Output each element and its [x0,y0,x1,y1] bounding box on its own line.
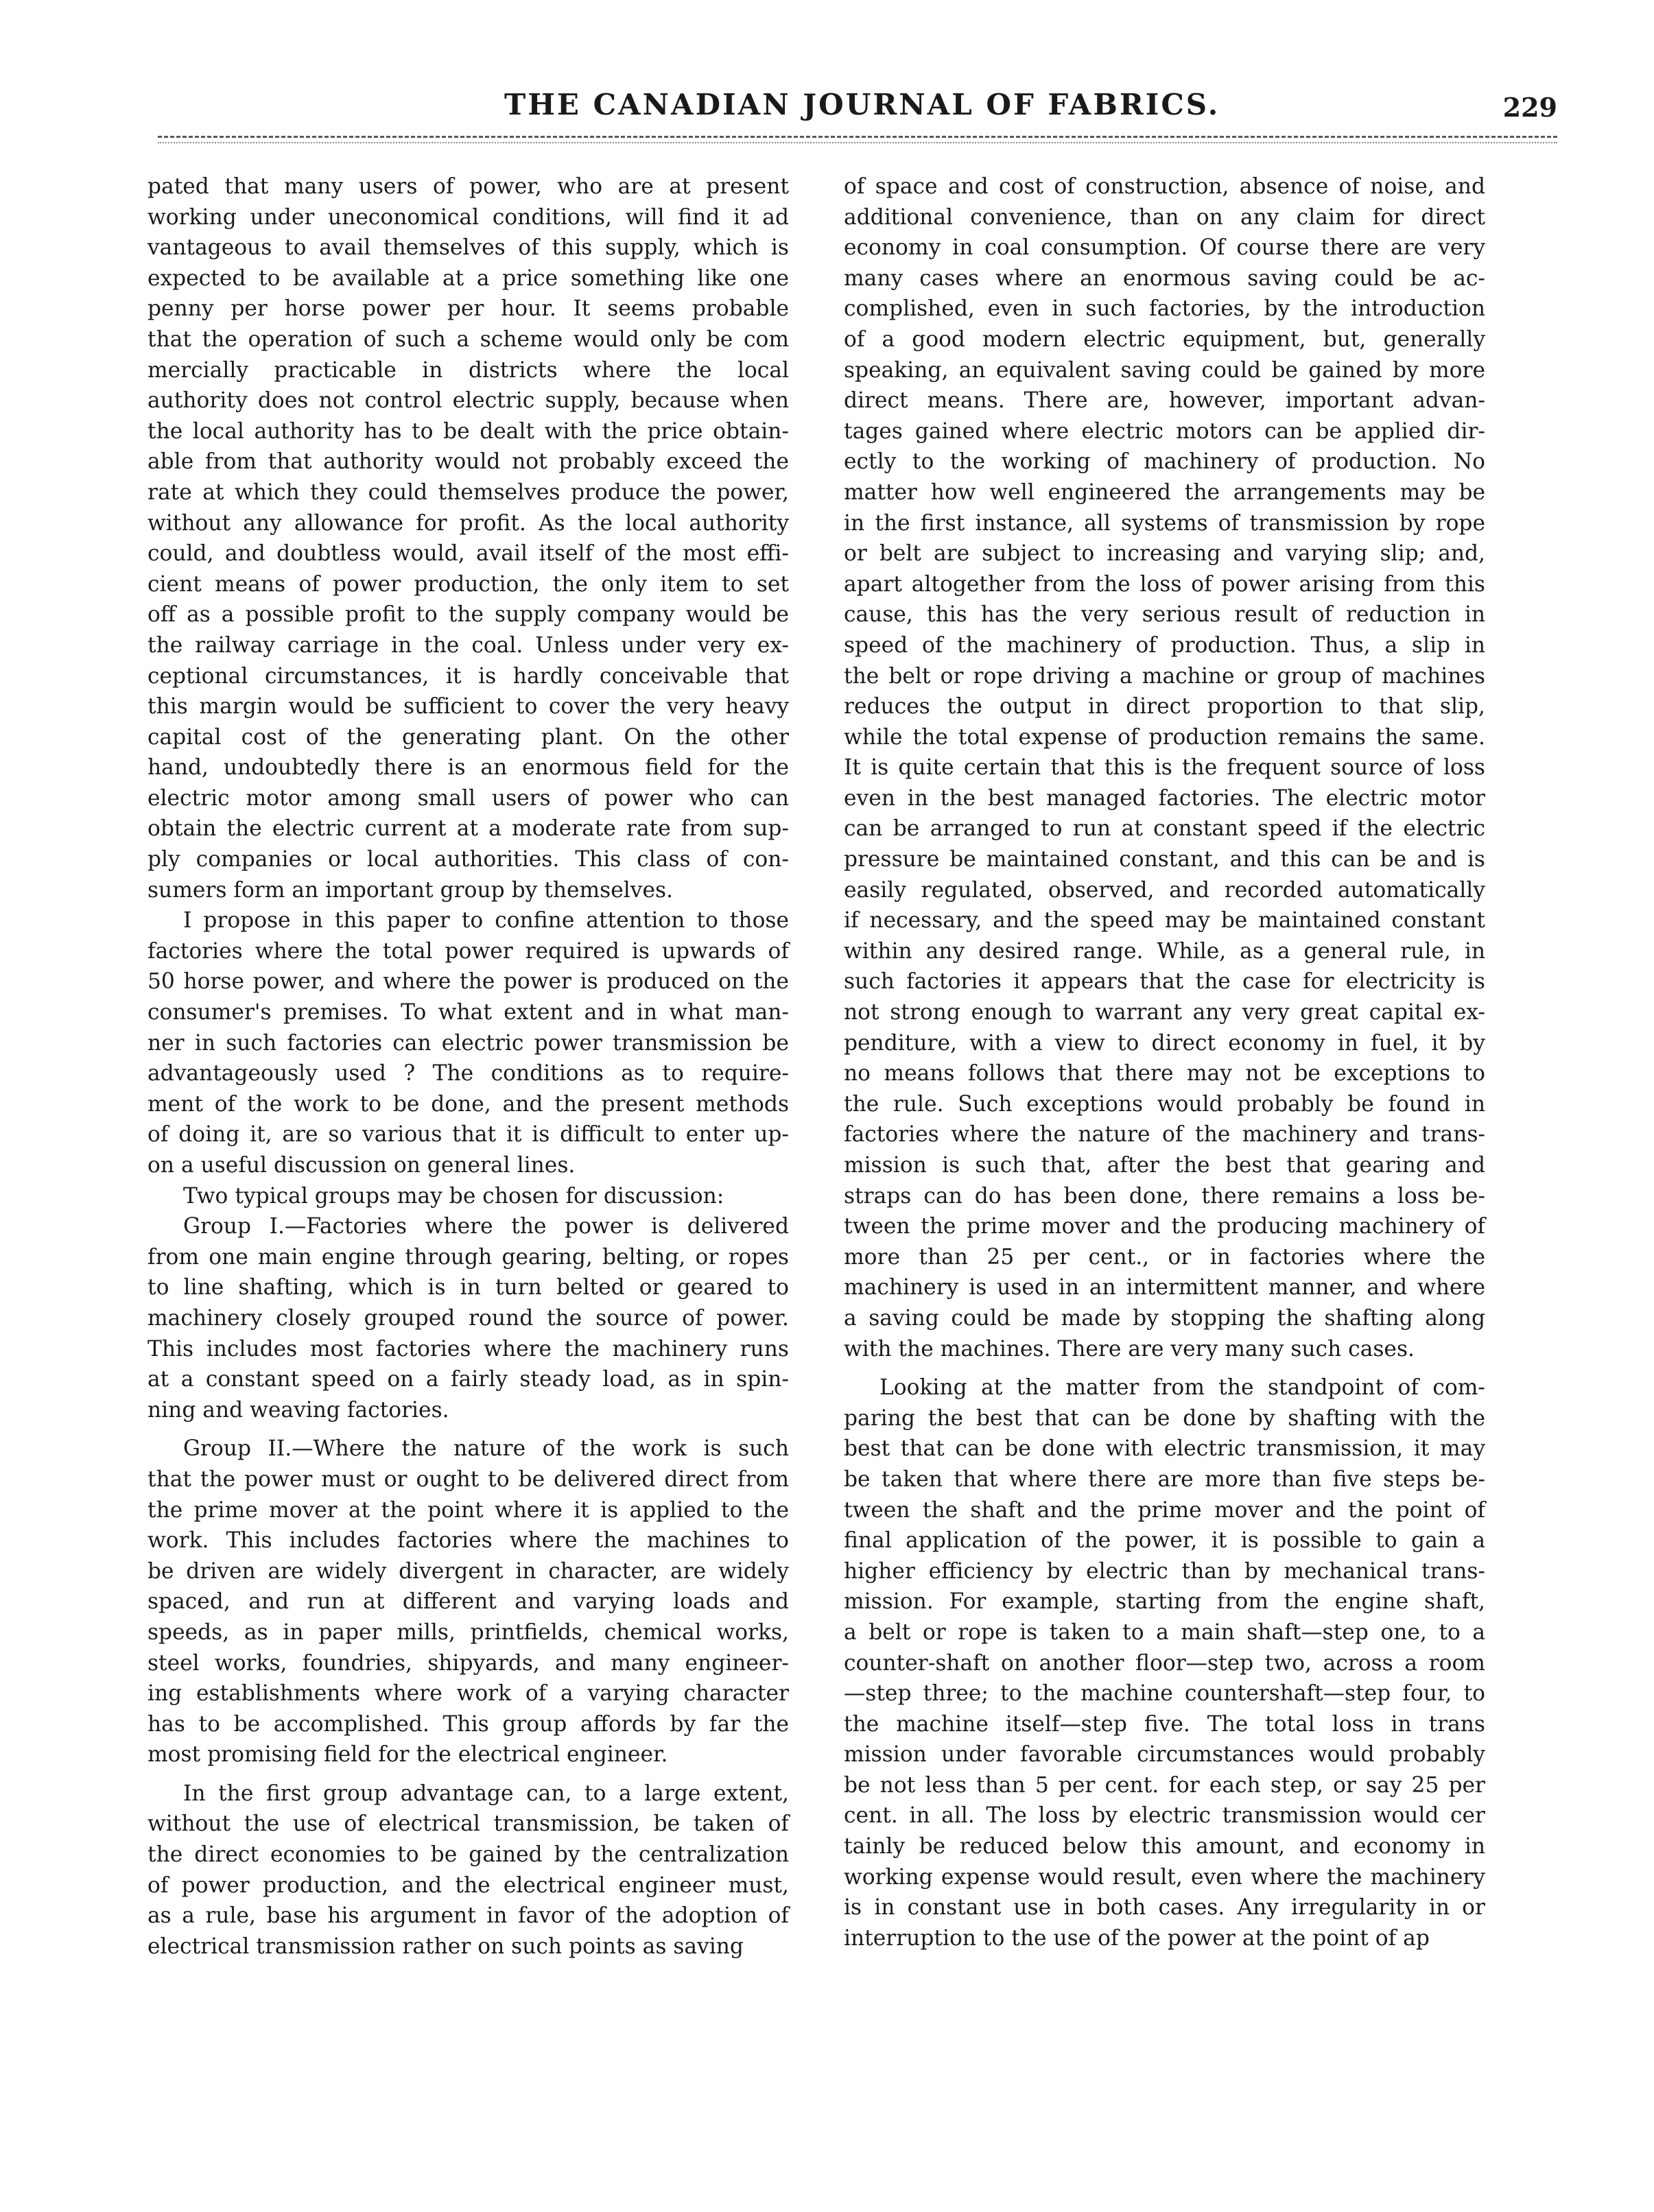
text-line: This includes most factories where the machinery runs [147,1336,789,1361]
text-line: In the first group advantage can, to a large extent, [183,1781,789,1806]
text-line: penny per horse power per hour. It seems probable [147,296,789,322]
text-line: pated that many users of power, who are at present [147,174,789,199]
text-line: or belt are subject to increasing and varying slip; and, [844,541,1485,567]
text-line: higher efficiency by electric than by mechanical trans- [844,1558,1485,1584]
text-line: tween the shaft and the prime mover and the point of [844,1497,1485,1523]
text-line: the local authority has to be dealt with the price obtain- [147,418,789,444]
text-line: steel works, foundries, shipyards, and many engineer- [147,1650,789,1676]
text-line: is in constant use in both cases. Any irregularity in or [844,1895,1485,1920]
text-line: ectly to the working of machinery of production. No [844,449,1485,475]
text-line: cient means of power production, the only item to set [147,571,789,597]
text-line: work. This includes factories where the machines to [147,1528,789,1554]
text-line: mercially practicable in districts where the local [147,357,789,383]
text-line: a saving could be made by stopping the shafting along [844,1305,1485,1331]
text-line: hand, undoubtedly there is an enormous field for the [147,755,789,781]
text-line: tainly be reduced below this amount, and economy in [844,1834,1485,1859]
text-line: I propose in this paper to confine attention to those [183,908,789,933]
text-line: such factories it appears that the case for electricity is [844,969,1485,995]
text-line: obtain the electric current at a moderate rate from sup- [147,816,789,842]
text-line: could, and doubtless would, avail itself of the most effi- [147,541,789,567]
text-line: spaced, and run at different and varying loads and [147,1589,789,1615]
text-line: direct means. There are, however, important advan- [844,388,1485,414]
text-line: ing establishments where work of a varying character [147,1681,789,1706]
text-line: be not less than 5 per cent. for each step, or say 25 per [844,1772,1485,1798]
text-line: working expense would result, even where the machinery [844,1864,1485,1890]
text-line: speaking, an equivalent saving could be gained by more [844,357,1485,383]
text-line: advantageously used ? The conditions as to require- [147,1061,789,1086]
text-line: factories where the nature of the machinery and trans- [844,1122,1485,1147]
text-line: factories where the total power required is upwards of [147,938,789,964]
text-line: without any allowance for profit. As the local authority [147,510,789,536]
text-line: mission. For example, starting from the engine shaft, [844,1589,1485,1615]
text-line: that the power must or ought to be delivered direct from [147,1466,789,1492]
text-line: sumers form an important group by themselves. [147,877,673,903]
text-line: Looking at the matter from the standpoint of com- [879,1375,1485,1401]
text-line: speeds, as in paper mills, printfields, chemical works, [147,1619,789,1645]
text-line: authority does not control electric supply, because when [147,388,789,414]
text-line: able from that authority would not probably exceed the [147,449,789,475]
text-line: ner in such factories can electric power transmission be [147,1030,789,1056]
text-line: this margin would be sufficient to cover the very heavy [147,694,789,720]
text-line: has to be accomplished. This group affords by far the [147,1711,789,1737]
text-line: vantageous to avail themselves of this supply, which is [147,235,789,261]
page-number: 229 [1502,92,1557,123]
text-line: machinery is used in an intermittent manner, and where [844,1275,1485,1300]
text-line: ceptional circumstances, it is hardly conceivable that [147,663,789,689]
text-line: more than 25 per cent., or in factories where the [844,1244,1485,1270]
text-line: of power production, and the electrical engineer must, [147,1872,789,1898]
text-line: matter how well engineered the arrangements may be [844,479,1485,505]
text-line: penditure, with a view to direct economy in fuel, it by [844,1030,1485,1056]
text-line: in the first instance, all systems of transmission by rope [844,510,1485,536]
text-line: on a useful discussion on general lines. [147,1153,576,1178]
right-text-column [844,171,1485,1953]
text-line: expected to be available at a price something like one [147,265,789,291]
text-line: tween the prime mover and the producing machinery of [844,1214,1485,1239]
text-line: most promising field for the electrical engineer. [147,1742,668,1768]
text-line: with the machines. There are very many such cases. [844,1336,1415,1361]
text-line: many cases where an enormous saving could be ac- [844,265,1485,291]
text-line: additional convenience, than on any claim for direct [844,204,1485,230]
text-line: mission is such that, after the best that gearing and [844,1153,1485,1178]
text-line: to line shafting, which is in turn belted or geared to [147,1275,789,1300]
text-line: easily regulated, observed, and recorded automatically [844,877,1485,903]
text-line: cent. in all. The loss by electric transmission would cer [844,1803,1485,1829]
text-line: ment of the work to be done, and the present methods [147,1091,789,1117]
text-line: economy in coal consumption. Of course there are very [844,235,1485,261]
text-line: best that can be done with electric transmission, it may [844,1436,1485,1462]
text-line: capital cost of the generating plant. On the other [147,724,789,750]
text-line: pressure be maintained constant, and this can be and is [844,847,1485,872]
text-line: of a good modern electric equipment, but, generally [844,326,1485,352]
text-line: be taken that where there are more than five steps be- [844,1466,1485,1492]
text-line: off as a possible profit to the supply company would be [147,602,789,628]
text-line: the direct economies to be gained by the centralization [147,1842,789,1868]
text-line: apart altogether from the loss of power arising from this [844,571,1485,597]
text-line: if necessary, and the speed may be maintained constant [844,908,1485,933]
header-rule [158,136,1557,143]
text-line: machinery closely grouped round the source of power. [147,1305,789,1331]
text-line: the prime mover at the point where it is applied to the [147,1497,789,1523]
text-line: at a constant speed on a fairly steady load, as in spin- [147,1367,789,1392]
text-line: paring the best that can be done by shafting with the [844,1405,1485,1431]
text-line: that the operation of such a scheme would only be com [147,326,789,352]
text-line: of space and cost of construction, absence of noise, and [844,174,1485,199]
text-line: the machine itself—step five. The total loss in trans [844,1711,1485,1737]
text-line: —step three; to the machine countershaft—step four, to [844,1681,1485,1706]
text-line: ning and weaving factories. [147,1397,449,1423]
text-line: final application of the power, it is possible to gain a [844,1528,1485,1554]
text-line: straps can do has been done, there remains a loss be- [844,1183,1485,1209]
text-line: mission under favorable circumstances would probably [844,1742,1485,1768]
text-line: 50 horse power, and where the power is produced on the [147,969,789,995]
text-line: electric motor among small users of power who can [147,785,789,811]
page-header [158,88,1557,136]
text-line: can be arranged to run at constant speed if the electric [844,816,1485,842]
text-line: while the total expense of production remains the same. [844,724,1485,750]
left-text-column [147,171,789,1962]
text-line: be driven are widely divergent in character, are widely [147,1558,789,1584]
text-line: of doing it, are so various that it is difficult to enter up- [147,1122,789,1147]
text-line: Group II.—Where the nature of the work is such [183,1436,789,1462]
text-line: the railway carriage in the coal. Unless under very ex- [147,632,789,658]
text-line: rate at which they could themselves produce the power, [147,479,789,505]
text-line: no means follows that there may not be exceptions to [844,1061,1485,1086]
text-line: electrical transmission rather on such points as saving [147,1934,744,1959]
text-line: tages gained where electric motors can be applied dir- [844,418,1485,444]
text-line: a belt or rope is taken to a main shaft—step one, to a [844,1619,1485,1645]
text-line: cause, this has the very serious result of reduction in [844,602,1485,628]
text-line: It is quite certain that this is the frequent source of loss [844,755,1485,781]
text-line: not strong enough to warrant any very great capital ex- [844,1000,1485,1025]
text-line: as a rule, base his argument in favor of the adoption of [147,1903,789,1929]
text-line: working under uneconomical conditions, will find it ad [147,204,789,230]
text-line: without the use of electrical transmission, be taken of [147,1811,789,1837]
text-line: Group I.—Factories where the power is delivered [183,1214,789,1239]
text-line: consumer's premises. To what extent and in what man- [147,1000,789,1025]
text-line: the rule. Such exceptions would probably be found in [844,1091,1485,1117]
text-line: even in the best managed factories. The electric motor [844,785,1485,811]
text-line: within any desired range. While, as a general rule, in [844,938,1485,964]
text-line: counter-shaft on another floor—step two, across a room [844,1650,1485,1676]
text-line: ply companies or local authorities. This class of con- [147,847,789,872]
text-line: the belt or rope driving a machine or group of machines [844,663,1485,689]
text-line: speed of the machinery of production. Thus, a slip in [844,632,1485,658]
text-line: from one main engine through gearing, belting, or ropes [147,1244,789,1270]
text-line: reduces the output in direct proportion to that slip, [844,694,1485,720]
journal-title: THE CANADIAN JOURNAL OF FABRICS. [504,88,1220,121]
text-line: complished, even in such factories, by the introduction [844,296,1485,322]
text-line: Two typical groups may be chosen for discussion: [183,1183,724,1209]
text-line: interruption to the use of the power at the point of ap [844,1925,1430,1951]
